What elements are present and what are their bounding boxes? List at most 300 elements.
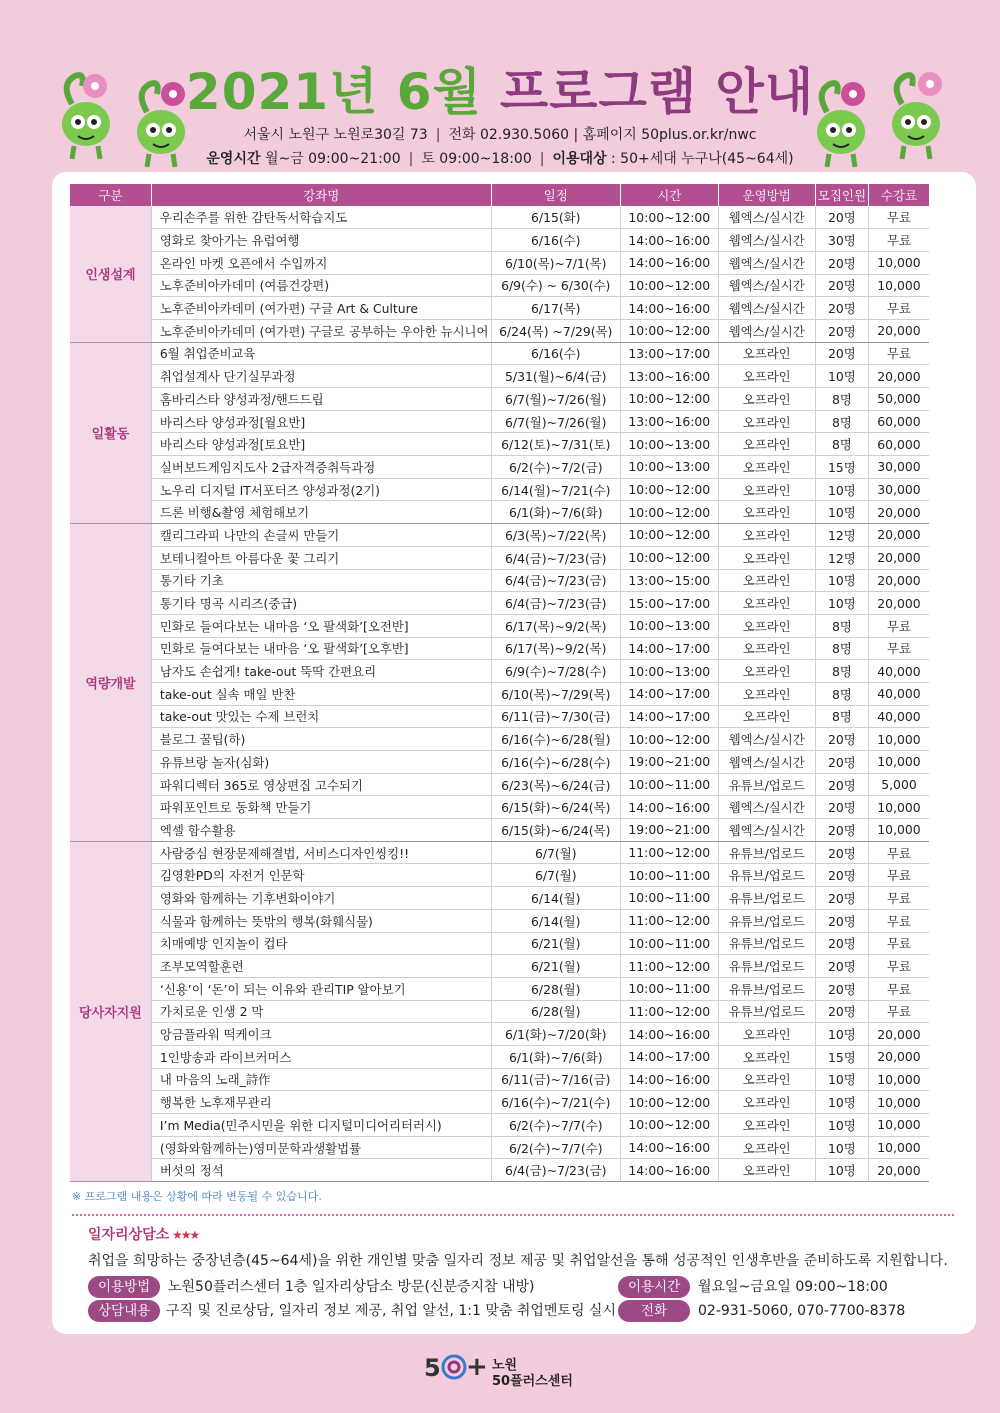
capacity-cell: 8명 [815,660,868,683]
program-table [70,184,929,1182]
time-cell: 14:00~16:00 [621,796,719,819]
time-cell: 19:00~21:00 [621,751,719,774]
course-name-cell: 치매예방 인지놀이 컵타 [151,932,491,955]
schedule-cell: 6/17(목) [491,297,621,320]
course-name-cell: 조부모역할훈련 [151,955,491,978]
table-row [70,614,929,637]
target-value: : 50+세대 누구나(45~64세) [611,151,794,167]
table-row [70,365,929,388]
time-cell: 10:00~12:00 [621,206,719,229]
fee-cell: 50,000 [868,388,929,411]
program-card [52,172,976,1334]
time-cell: 10:00~13:00 [621,433,719,456]
time-cell: 10:00~12:00 [621,501,719,524]
fee-cell: 무료 [868,229,929,252]
time-cell: 13:00~15:00 [621,569,719,592]
capacity-cell: 20명 [815,251,868,274]
target-label: 이용대상 [552,151,607,167]
logo-line2: 50플러스센터 [492,1374,573,1389]
hours-label: 운영시간 [206,151,261,167]
fee-cell: 20,000 [868,319,929,342]
category-cell: 인생설계 [70,206,151,342]
schedule-cell: 6/9(수) ~ 6/30(수) [491,274,621,297]
time-cell: 11:00~12:00 [621,841,719,864]
capacity-cell: 10명 [815,1023,868,1046]
capacity-cell: 20명 [815,887,868,910]
course-name-cell: 민화로 들여다보는 내마음 ‘오 팔색화’[오후반] [151,637,491,660]
table-row [70,1091,929,1114]
table-row [70,274,929,297]
time-cell: 10:00~13:00 [621,660,719,683]
method-cell: 웹엑스/실시간 [718,728,815,751]
fee-cell: 10,000 [868,796,929,819]
table-row [70,819,929,842]
time-cell: 10:00~12:00 [621,524,719,547]
capacity-cell: 20명 [815,955,868,978]
logo-line1: 노원 [492,1358,518,1373]
course-name-cell: 노후준비아카데미 (여가편) 구글 Art & Culture [151,297,491,320]
time-cell: 14:00~16:00 [621,251,719,274]
time-cell: 10:00~11:00 [621,932,719,955]
content-text: 구직 및 진로상담, 일자리 정보 제공, 취업 알선, 1:1 맞춤 취업멘토링 실시 [166,1303,616,1319]
schedule-cell: 6/28(월) [491,977,621,1000]
course-name-cell: take-out 맛있는 수제 브런치 [151,705,491,728]
schedule-cell: 6/15(화) [491,206,621,229]
capacity-cell: 20명 [815,909,868,932]
capacity-cell: 20명 [815,751,868,774]
fee-cell: 60,000 [868,410,929,433]
method-cell: 웹엑스/실시간 [718,751,815,774]
course-name-cell: 가치로운 인생 2 막 [151,1000,491,1023]
schedule-cell: 6/7(월) [491,841,621,864]
category-cell: 당사자지원 [70,841,151,1181]
course-name-cell: 드론 비행&촬영 체험해보기 [151,501,491,524]
capacity-cell: 20명 [815,932,868,955]
category-cell: 역량개발 [70,524,151,842]
column-header: 수강료 [868,184,929,206]
capacity-cell: 8명 [815,637,868,660]
method-cell: 웹엑스/실시간 [718,206,815,229]
time-cell: 14:00~17:00 [621,1045,719,1068]
table-row [70,751,929,774]
fee-cell: 20,000 [868,1045,929,1068]
fee-cell: 60,000 [868,433,929,456]
schedule-cell: 6/16(수)~6/28(월) [491,728,621,751]
schedule-cell: 6/4(금)~7/23(금) [491,1159,621,1182]
schedule-cell: 6/14(월) [491,887,621,910]
method-cell: 오프라인 [718,433,815,456]
course-name-cell: 통기타 명곡 시리즈(중급) [151,592,491,615]
capacity-cell: 10명 [815,478,868,501]
table-row [70,1068,929,1091]
table-row [70,1136,929,1159]
capacity-cell: 8명 [815,614,868,637]
fee-cell: 20,000 [868,1159,929,1182]
method-cell: 오프라인 [718,501,815,524]
fee-cell: 10,000 [868,819,929,842]
time-cell: 10:00~11:00 [621,773,719,796]
method-cell: 오프라인 [718,1023,815,1046]
course-name-cell: 1인방송과 라이브커머스 [151,1045,491,1068]
capacity-cell: 20명 [815,841,868,864]
schedule-cell: 6/10(목)~7/29(목) [491,682,621,705]
method-cell: 오프라인 [718,1114,815,1137]
time-cell: 14:00~16:00 [621,1136,719,1159]
capacity-cell: 8명 [815,705,868,728]
method-cell: 오프라인 [718,1068,815,1091]
schedule-cell: 6/11(금)~7/30(금) [491,705,621,728]
capacity-cell: 30명 [815,229,868,252]
fee-cell: 무료 [868,1000,929,1023]
table-row [70,433,929,456]
table-row [70,592,929,615]
divider [72,1214,954,1216]
capacity-cell: 20명 [815,796,868,819]
time-cell: 10:00~12:00 [621,478,719,501]
capacity-cell: 10명 [815,1091,868,1114]
capacity-cell: 20명 [815,342,868,365]
schedule-cell: 6/16(수)~7/21(수) [491,1091,621,1114]
fee-cell: 무료 [868,909,929,932]
capacity-cell: 12명 [815,546,868,569]
course-name-cell: 노우리 디지털 IT서포터즈 양성과정(2기) [151,478,491,501]
method-cell: 유튜브/업로드 [718,955,815,978]
course-name-cell: 유튜브랑 놀자(심화) [151,751,491,774]
table-row [70,682,929,705]
table-row [70,229,929,252]
table-row [70,660,929,683]
time-cell: 14:00~17:00 [621,637,719,660]
schedule-cell: 6/4(금)~7/23(금) [491,546,621,569]
course-name-cell: 영화로 찾아가는 유럽여행 [151,229,491,252]
table-row [70,932,929,955]
method-cell: 웹엑스/실시간 [718,796,815,819]
schedule-cell: 6/14(월)~7/21(수) [491,478,621,501]
schedule-cell: 6/3(목)~7/22(목) [491,524,621,547]
table-row [70,955,929,978]
method-cell: 웹엑스/실시간 [718,319,815,342]
method-cell: 오프라인 [718,1091,815,1114]
time-cell: 10:00~12:00 [621,274,719,297]
capacity-cell: 10명 [815,1068,868,1091]
time-cell: 10:00~13:00 [621,614,719,637]
table-row [70,501,929,524]
capacity-cell: 10명 [815,1136,868,1159]
fee-cell: 10,000 [868,1091,929,1114]
table-row [70,410,929,433]
method-cell: 유튜브/업로드 [718,932,815,955]
method-cell: 오프라인 [718,1045,815,1068]
course-name-cell: 온라인 마켓 오픈에서 수입까지 [151,251,491,274]
fee-cell: 10,000 [868,751,929,774]
capacity-cell: 10명 [815,365,868,388]
schedule-cell: 6/12(토)~7/31(토) [491,433,621,456]
time-cell: 14:00~17:00 [621,682,719,705]
fee-cell: 40,000 [868,682,929,705]
method-cell: 오프라인 [718,592,815,615]
time-cell: 11:00~12:00 [621,909,719,932]
notice-text: ※ 프로그램 내용은 상황에 따라 변동될 수 있습니다. [72,1190,322,1203]
fee-cell: 무료 [868,637,929,660]
table-row [70,637,929,660]
method-cell: 오프라인 [718,478,815,501]
fee-cell: 무료 [868,864,929,887]
time-cell: 10:00~12:00 [621,1114,719,1137]
schedule-cell: 6/7(월)~7/26(월) [491,388,621,411]
column-header: 강좌명 [151,184,491,206]
column-header: 일정 [491,184,621,206]
time-cell: 14:00~16:00 [621,1068,719,1091]
capacity-cell: 15명 [815,1045,868,1068]
course-name-cell: take-out 실속 매일 반찬 [151,682,491,705]
schedule-cell: 6/21(월) [491,955,621,978]
method-cell: 웹엑스/실시간 [718,819,815,842]
table-row [70,319,929,342]
table-row [70,887,929,910]
table-row [70,773,929,796]
method-cell: 오프라인 [718,705,815,728]
time-cell: 10:00~12:00 [621,728,719,751]
schedule-cell: 6/16(수)~6/28(수) [491,751,621,774]
method-cell: 오프라인 [718,410,815,433]
method-cell: 웹엑스/실시간 [718,297,815,320]
schedule-cell: 6/15(화)~6/24(목) [491,796,621,819]
capacity-cell: 10명 [815,501,868,524]
schedule-cell: 6/11(금)~7/16(금) [491,1068,621,1091]
course-name-cell: 영화와 함께하는 기후변화이야기 [151,887,491,910]
capacity-cell: 20명 [815,319,868,342]
table-row [70,251,929,274]
method-cell: 오프라인 [718,660,815,683]
course-name-cell: ‘신용’이 ‘돈’이 되는 이유와 관리TIP 알아보기 [151,977,491,1000]
page-header [0,0,1000,180]
fee-cell: 20,000 [868,546,929,569]
time-cell: 14:00~17:00 [621,705,719,728]
schedule-cell: 6/4(금)~7/23(금) [491,569,621,592]
table-row [70,909,929,932]
method-cell: 오프라인 [718,682,815,705]
fee-cell: 20,000 [868,592,929,615]
capacity-cell: 20명 [815,728,868,751]
homepage-link[interactable]: | 홈페이지 50plus.or.kr/nwc [573,127,757,143]
fee-cell: 20,000 [868,569,929,592]
time-cell: 19:00~21:00 [621,819,719,842]
course-name-cell: 통기타 기초 [151,569,491,592]
fee-cell: 20,000 [868,501,929,524]
hours-weekday: 월~금 09:00~21:00 [264,151,401,167]
capacity-cell: 20명 [815,864,868,887]
schedule-cell: 6/2(수)~7/7(수) [491,1136,621,1159]
time-cell: 15:00~17:00 [621,592,719,615]
phone-label-badge: 전화 [618,1300,690,1322]
schedule-cell: 6/10(목)~7/1(목) [491,251,621,274]
course-name-cell: 사람중심 현장문제해결법, 서비스디자인씽킹!! [151,841,491,864]
course-name-cell: I’m Media(민주시민을 위한 디지털미디어리터러시) [151,1114,491,1137]
logo-five: 5 [424,1354,441,1382]
time-cell: 13:00~17:00 [621,342,719,365]
fee-cell: 10,000 [868,1068,929,1091]
hours-saturday: 토 09:00~18:00 [421,151,532,167]
capacity-cell: 12명 [815,524,868,547]
operating-info: 운영시간 월~금 09:00~21:00 | 토 09:00~18:00 | 이용대상 : 50+세대 누구나(45~64세) [206,151,794,167]
fee-cell: 무료 [868,841,929,864]
time-cell: 10:00~11:00 [621,887,719,910]
method-cell: 오프라인 [718,1136,815,1159]
capacity-cell: 10명 [815,1114,868,1137]
capacity-cell: 10명 [815,569,868,592]
capacity-cell: 20명 [815,977,868,1000]
time-cell: 11:00~12:00 [621,955,719,978]
table-row [70,456,929,479]
time-cell: 14:00~16:00 [621,297,719,320]
fee-cell: 20,000 [868,365,929,388]
course-name-cell: 블로그 꿀팁(하) [151,728,491,751]
fee-cell: 40,000 [868,705,929,728]
schedule-cell: 6/15(화)~6/24(목) [491,819,621,842]
course-name-cell: 취업설계사 단기실무과정 [151,365,491,388]
schedule-cell: 6/28(월) [491,1000,621,1023]
time-cell: 10:00~12:00 [621,1091,719,1114]
method-cell: 오프라인 [718,614,815,637]
table-row [70,388,929,411]
capacity-cell: 8명 [815,388,868,411]
table-row [70,206,929,229]
method-cell: 웹엑스/실시간 [718,274,815,297]
schedule-cell: 5/31(월)~6/4(금) [491,365,621,388]
table-row [70,1159,929,1182]
course-name-cell: 바리스타 양성과정[토요반] [151,433,491,456]
table-row [70,342,929,365]
method-cell: 오프라인 [718,637,815,660]
time-cell: 11:00~12:00 [621,1000,719,1023]
schedule-cell: 6/23(목)~6/24(금) [491,773,621,796]
table-row [70,728,929,751]
course-name-cell: 김영환PD의 자전거 인문학 [151,864,491,887]
table-row [70,478,929,501]
address: 서울시 노원구 노원로30길 73 [243,127,428,143]
column-header: 구분 [70,184,151,206]
table-row [70,1000,929,1023]
fee-cell: 무료 [868,887,929,910]
method-cell: 오프라인 [718,456,815,479]
column-header: 운영방법 [718,184,815,206]
time-cell: 14:00~16:00 [621,1023,719,1046]
time-cell: 13:00~16:00 [621,410,719,433]
course-name-cell: 보테니컬아트 아름다운 꽃 그리기 [151,546,491,569]
title-month: 2021년 6월 [185,63,482,121]
capacity-cell: 20명 [815,274,868,297]
course-name-cell: 바리스타 양성과정[월요반] [151,410,491,433]
schedule-cell: 6/21(월) [491,932,621,955]
schedule-cell: 6/1(화)~7/6(화) [491,1045,621,1068]
course-name-cell: (영화와함께하는)영미문학과생활법률 [151,1136,491,1159]
capacity-cell: 20명 [815,206,868,229]
fee-cell: 무료 [868,955,929,978]
fee-cell: 무료 [868,206,929,229]
fee-cell: 5,000 [868,773,929,796]
capacity-cell: 8명 [815,433,868,456]
schedule-cell: 6/2(수)~7/2(금) [491,456,621,479]
schedule-cell: 6/7(월)~7/26(월) [491,410,621,433]
capacity-cell: 15명 [815,456,868,479]
table-row [70,1045,929,1068]
method-cell: 오프라인 [718,524,815,547]
course-name-cell: 민화로 들여다보는 내마음 ‘오 팔색화’[오전반] [151,614,491,637]
stars-icon: ★★★ [172,1228,199,1242]
capacity-cell: 10명 [815,1159,868,1182]
usage-text: 노원50플러스센터 1층 일자리상담소 방문(신분증지참 내방) [168,1279,535,1295]
schedule-cell: 6/17(목)~9/2(목) [491,637,621,660]
contact-info: 서울시 노원구 노원로30길 73 | 전화 02.930.5060 | 홈페이지 50plus.or.kr/nwc [243,127,757,143]
course-name-cell: 행복한 노후재무관리 [151,1091,491,1114]
method-cell: 오프라인 [718,1159,815,1182]
capacity-cell: 20명 [815,773,868,796]
fee-cell: 10,000 [868,728,929,751]
time-cell: 10:00~12:00 [621,319,719,342]
consult-description: 취업을 희망하는 중장년층(45~64세)을 위한 개인별 맞춤 일자리 정보 제공 및 취업알선을 통해 성공적인 인생후반을 준비하도록 지원합니다. [88,1253,948,1269]
table-row [70,1023,929,1046]
content-label-badge: 상담내용 [88,1300,160,1322]
method-cell: 웹엑스/실시간 [718,251,815,274]
method-cell: 웹엑스/실시간 [718,229,815,252]
schedule-cell: 6/16(수) [491,229,621,252]
schedule-cell: 6/1(화)~7/20(화) [491,1023,621,1046]
method-cell: 오프라인 [718,365,815,388]
table-row [70,705,929,728]
course-name-cell: 앙금플라워 떡케이크 [151,1023,491,1046]
logo-plus: + [466,1352,488,1382]
fee-cell: 30,000 [868,456,929,479]
schedule-cell: 6/16(수) [491,342,621,365]
time-cell: 10:00~12:00 [621,388,719,411]
course-name-cell: 우리손주를 위한 감탄독서학습지도 [151,206,491,229]
course-name-cell: 엑셀 함수활용 [151,819,491,842]
table-row [70,1114,929,1137]
fee-cell: 무료 [868,932,929,955]
schedule-cell: 6/14(월) [491,909,621,932]
table-row [70,297,929,320]
method-cell: 유튜브/업로드 [718,773,815,796]
course-name-cell: 6월 취업준비교육 [151,342,491,365]
course-name-cell: 식물과 함께하는 뜻밖의 행복(화훼식물) [151,909,491,932]
table-row [70,546,929,569]
table-row [70,524,929,547]
fee-cell: 10,000 [868,274,929,297]
table-header-row [70,184,929,206]
method-cell: 유튜브/업로드 [718,887,815,910]
time-cell: 13:00~16:00 [621,365,719,388]
course-name-cell: 남자도 손쉽게! take-out 뚝딱 간편요리 [151,660,491,683]
schedule-cell: 6/2(수)~7/7(수) [491,1114,621,1137]
course-name-cell: 홈바리스타 양성과정/핸드드립 [151,388,491,411]
phone: 전화 02.930.5060 [448,127,570,143]
method-cell: 오프라인 [718,546,815,569]
table-row [70,864,929,887]
fee-cell: 10,000 [868,1136,929,1159]
course-name-cell: 캘리그라피 나만의 손글씨 만들기 [151,524,491,547]
time-cell: 14:00~16:00 [621,1159,719,1182]
time-cell: 10:00~11:00 [621,864,719,887]
method-cell: 유튜브/업로드 [718,864,815,887]
category-cell: 일활동 [70,342,151,524]
fee-cell: 10,000 [868,1114,929,1137]
course-name-cell: 내 마음의 노래_詩作 [151,1068,491,1091]
table-row [70,569,929,592]
fee-cell: 무료 [868,297,929,320]
page-title [0,52,1000,124]
course-name-cell: 파워포인트로 동화책 만들기 [151,796,491,819]
method-cell: 유튜브/업로드 [718,909,815,932]
